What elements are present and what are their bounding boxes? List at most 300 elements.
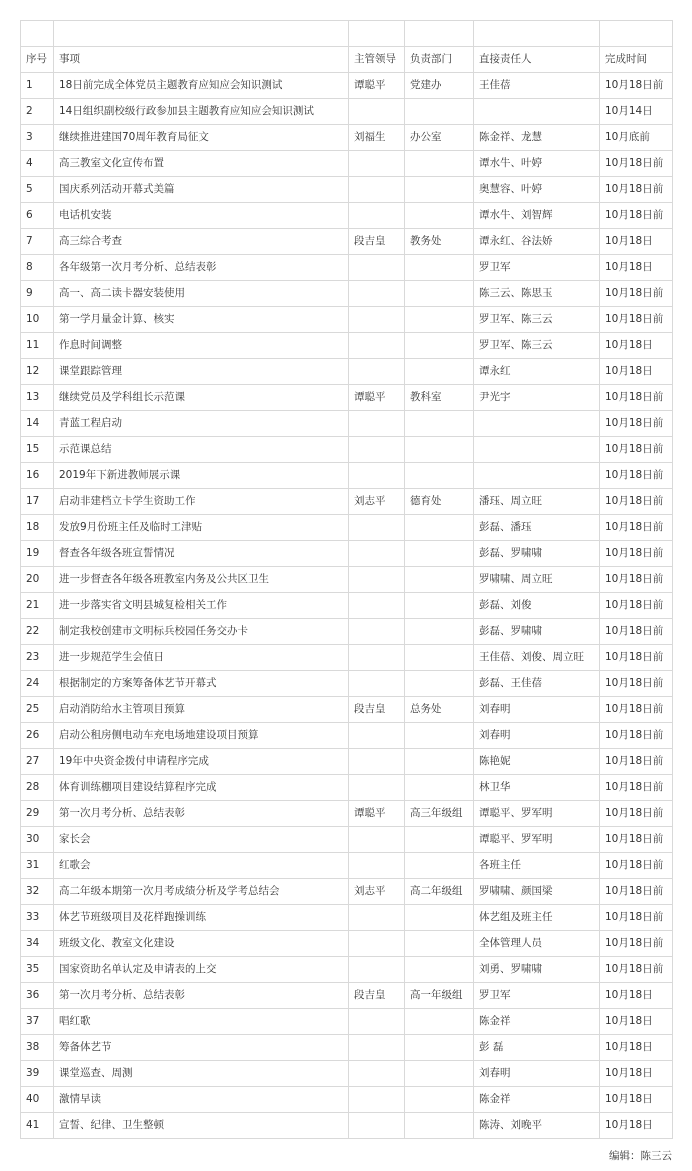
cell-item: 进一步落实省文明县城复检相关工作: [54, 593, 349, 619]
cell-leader: 刘志平: [349, 879, 405, 905]
cell-person: 王佳蓓、刘俊、周立旺: [474, 645, 600, 671]
cell-item: 家长会: [54, 827, 349, 853]
cell-time: 10月底前: [600, 125, 673, 151]
cell-person: 刘春明: [474, 697, 600, 723]
cell-no: 34: [21, 931, 54, 957]
cell-dept: [405, 255, 474, 281]
cell-person: 彭 磊: [474, 1035, 600, 1061]
blank-cell: [54, 21, 349, 47]
cell-dept: [405, 775, 474, 801]
header-no: 序号: [21, 47, 54, 73]
cell-dept: [405, 333, 474, 359]
cell-leader: 谭聪平: [349, 385, 405, 411]
cell-no: 16: [21, 463, 54, 489]
cell-no: 12: [21, 359, 54, 385]
cell-dept: 高二年级组: [405, 879, 474, 905]
cell-leader: [349, 359, 405, 385]
cell-leader: [349, 281, 405, 307]
cell-dept: 办公室: [405, 125, 474, 151]
cell-person: 刘勇、罗啸啸: [474, 957, 600, 983]
cell-person: 谭聪平、罗军明: [474, 827, 600, 853]
cell-item: 高三教室文化宣传布置: [54, 151, 349, 177]
cell-time: 10月18日前: [600, 463, 673, 489]
cell-dept: [405, 567, 474, 593]
table-row: [21, 1009, 673, 1035]
cell-leader: [349, 515, 405, 541]
cell-dept: [405, 1113, 474, 1139]
cell-leader: [349, 1087, 405, 1113]
table-row: [21, 255, 673, 281]
cell-item: 2019年下新进教师展示课: [54, 463, 349, 489]
cell-time: 10月14日: [600, 99, 673, 125]
cell-time: 10月18日前: [600, 593, 673, 619]
cell-item: 进一步规范学生会值日: [54, 645, 349, 671]
cell-no: 4: [21, 151, 54, 177]
cell-item: 19年中央资金拨付申请程序完成: [54, 749, 349, 775]
cell-dept: 高三年级组: [405, 801, 474, 827]
cell-item: 继续推进建国70周年教育局征文: [54, 125, 349, 151]
cell-leader: [349, 619, 405, 645]
cell-no: 3: [21, 125, 54, 151]
table-row: [21, 827, 673, 853]
cell-person: [474, 99, 600, 125]
table-row: [21, 905, 673, 931]
cell-item: 筹备体艺节: [54, 1035, 349, 1061]
cell-time: 10月18日前: [600, 827, 673, 853]
cell-no: 25: [21, 697, 54, 723]
cell-time: 10月18日前: [600, 879, 673, 905]
table-row: [21, 853, 673, 879]
cell-leader: [349, 645, 405, 671]
blank-cell: [21, 21, 54, 47]
cell-time: 10月18日前: [600, 801, 673, 827]
cell-person: 彭磊、王佳蓓: [474, 671, 600, 697]
cell-dept: [405, 411, 474, 437]
table-row: [21, 411, 673, 437]
cell-item: 14日组织副校级行政参加县主题教育应知应会知识测试: [54, 99, 349, 125]
cell-leader: [349, 1113, 405, 1139]
cell-time: 10月18日前: [600, 723, 673, 749]
cell-person: 陈金祥、龙慧: [474, 125, 600, 151]
cell-no: 36: [21, 983, 54, 1009]
cell-item: 督查各年级各班宣誓情况: [54, 541, 349, 567]
cell-time: 10月18日前: [600, 515, 673, 541]
cell-time: 10月18日: [600, 983, 673, 1009]
cell-person: 潘珏、周立旺: [474, 489, 600, 515]
cell-no: 31: [21, 853, 54, 879]
cell-person: 刘春明: [474, 723, 600, 749]
cell-dept: [405, 957, 474, 983]
blank-cell: [405, 21, 474, 47]
cell-person: 罗啸啸、周立旺: [474, 567, 600, 593]
header-leader: 主管领导: [349, 47, 405, 73]
table-row: [21, 463, 673, 489]
cell-leader: [349, 411, 405, 437]
cell-item: 发放9月份班主任及临时工津贴: [54, 515, 349, 541]
cell-time: 10月18日前: [600, 177, 673, 203]
cell-time: 10月18日前: [600, 411, 673, 437]
table-row: [21, 125, 673, 151]
blank-cell: [474, 21, 600, 47]
cell-no: 19: [21, 541, 54, 567]
table-body: [21, 21, 673, 1139]
header-dept: 负责部门: [405, 47, 474, 73]
cell-dept: [405, 1009, 474, 1035]
cell-leader: [349, 1035, 405, 1061]
table-row: [21, 489, 673, 515]
cell-time: 10月18日: [600, 255, 673, 281]
cell-person: 各班主任: [474, 853, 600, 879]
cell-no: 41: [21, 1113, 54, 1139]
cell-leader: [349, 853, 405, 879]
blank-cell: [600, 21, 673, 47]
cell-no: 17: [21, 489, 54, 515]
cell-dept: 总务处: [405, 697, 474, 723]
cell-item: 班级文化、教室文化建设: [54, 931, 349, 957]
cell-leader: [349, 905, 405, 931]
cell-leader: [349, 463, 405, 489]
cell-leader: [349, 957, 405, 983]
cell-item: 课堂跟踪管理: [54, 359, 349, 385]
cell-dept: [405, 307, 474, 333]
cell-leader: [349, 541, 405, 567]
cell-time: 10月18日: [600, 1087, 673, 1113]
cell-item: 启动非建档立卡学生资助工作: [54, 489, 349, 515]
cell-no: 15: [21, 437, 54, 463]
cell-person: 彭磊、罗啸啸: [474, 619, 600, 645]
table-row: [21, 1113, 673, 1139]
cell-dept: [405, 281, 474, 307]
cell-time: 10月18日前: [600, 775, 673, 801]
cell-leader: [349, 775, 405, 801]
cell-dept: [405, 619, 474, 645]
header-person: 直接责任人: [474, 47, 600, 73]
cell-person: 林卫华: [474, 775, 600, 801]
table-row: [21, 307, 673, 333]
cell-dept: 教务处: [405, 229, 474, 255]
cell-leader: [349, 1009, 405, 1035]
cell-leader: 谭聪平: [349, 801, 405, 827]
cell-dept: [405, 1087, 474, 1113]
cell-no: 27: [21, 749, 54, 775]
cell-time: 10月18日前: [600, 541, 673, 567]
cell-dept: 党建办: [405, 73, 474, 99]
cell-no: 6: [21, 203, 54, 229]
cell-leader: [349, 671, 405, 697]
cell-no: 30: [21, 827, 54, 853]
cell-dept: [405, 1035, 474, 1061]
table-row: [21, 541, 673, 567]
cell-item: 体育训练棚项目建设结算程序完成: [54, 775, 349, 801]
cell-dept: [405, 723, 474, 749]
cell-dept: [405, 749, 474, 775]
cell-time: 10月18日: [600, 229, 673, 255]
cell-dept: [405, 151, 474, 177]
table-row: [21, 801, 673, 827]
table-row: [21, 723, 673, 749]
cell-item: 继续党员及学科组长示范课: [54, 385, 349, 411]
cell-time: 10月18日前: [600, 645, 673, 671]
table-row: [21, 281, 673, 307]
cell-item: 国庆系列活动开幕式美篇: [54, 177, 349, 203]
cell-person: 尹光宇: [474, 385, 600, 411]
cell-item: 制定我校创建市文明标兵校园任务交办卡: [54, 619, 349, 645]
cell-item: 18日前完成全体党员主题教育应知应会知识测试: [54, 73, 349, 99]
cell-time: 10月18日: [600, 359, 673, 385]
cell-leader: 段吉皇: [349, 229, 405, 255]
cell-item: 课堂巡查、周测: [54, 1061, 349, 1087]
cell-leader: [349, 437, 405, 463]
cell-person: 王佳蓓: [474, 73, 600, 99]
cell-leader: 谭聪平: [349, 73, 405, 99]
cell-no: 9: [21, 281, 54, 307]
cell-time: 10月18日: [600, 333, 673, 359]
cell-leader: [349, 203, 405, 229]
cell-person: 陈金祥: [474, 1009, 600, 1035]
cell-time: 10月18日前: [600, 151, 673, 177]
cell-item: 各年级第一次月考分析、总结表彰: [54, 255, 349, 281]
cell-person: 谭水牛、叶婷: [474, 151, 600, 177]
table-row: [21, 333, 673, 359]
cell-no: 11: [21, 333, 54, 359]
table-row: [21, 73, 673, 99]
cell-time: 10月18日前: [600, 203, 673, 229]
cell-no: 18: [21, 515, 54, 541]
table-row: [21, 931, 673, 957]
cell-person: 陈三云、陈思玉: [474, 281, 600, 307]
cell-person: [474, 463, 600, 489]
blank-cell: [349, 21, 405, 47]
cell-person: 陈金祥: [474, 1087, 600, 1113]
table-row: [21, 515, 673, 541]
cell-time: 10月18日前: [600, 931, 673, 957]
table-row: [21, 645, 673, 671]
table-row: [21, 749, 673, 775]
cell-person: 体艺组及班主任: [474, 905, 600, 931]
cell-dept: [405, 827, 474, 853]
cell-time: 10月18日前: [600, 619, 673, 645]
cell-time: 10月18日前: [600, 749, 673, 775]
table-row: [21, 99, 673, 125]
cell-leader: 段吉皇: [349, 697, 405, 723]
cell-person: 陈艳妮: [474, 749, 600, 775]
cell-leader: [349, 593, 405, 619]
cell-item: 第一次月考分析、总结表彰: [54, 801, 349, 827]
cell-person: 刘春明: [474, 1061, 600, 1087]
cell-time: 10月18日: [600, 1113, 673, 1139]
cell-leader: [349, 723, 405, 749]
cell-no: 29: [21, 801, 54, 827]
cell-item: 第一次月考分析、总结表彰: [54, 983, 349, 1009]
table-row: [21, 229, 673, 255]
cell-leader: 刘福生: [349, 125, 405, 151]
cell-item: 体艺节班级项目及花样跑操训练: [54, 905, 349, 931]
cell-person: 谭聪平、罗军明: [474, 801, 600, 827]
cell-time: 10月18日前: [600, 567, 673, 593]
cell-item: 青蓝工程启动: [54, 411, 349, 437]
cell-item: 国家资助名单认定及申请表的上交: [54, 957, 349, 983]
table-row: [21, 879, 673, 905]
cell-item: 作息时间调整: [54, 333, 349, 359]
cell-no: 7: [21, 229, 54, 255]
cell-leader: 段吉皇: [349, 983, 405, 1009]
cell-no: 23: [21, 645, 54, 671]
cell-no: 35: [21, 957, 54, 983]
cell-item: 示范课总结: [54, 437, 349, 463]
table-header-row: [21, 47, 673, 73]
table-row: [21, 437, 673, 463]
cell-dept: [405, 671, 474, 697]
cell-no: 13: [21, 385, 54, 411]
cell-leader: [349, 151, 405, 177]
cell-person: 谭永红: [474, 359, 600, 385]
cell-no: 32: [21, 879, 54, 905]
cell-dept: [405, 905, 474, 931]
table-row: [21, 385, 673, 411]
cell-person: 罗卫军: [474, 983, 600, 1009]
table-row: [21, 359, 673, 385]
cell-item: 唱红歌: [54, 1009, 349, 1035]
editor-credit: 编辑：陈三云: [609, 1150, 672, 1162]
header-time: 完成时间: [600, 47, 673, 73]
cell-item: 宣誓、纪律、卫生整顿: [54, 1113, 349, 1139]
table-row: [21, 957, 673, 983]
table-row: [21, 203, 673, 229]
cell-dept: [405, 853, 474, 879]
table-row: [21, 619, 673, 645]
cell-no: 24: [21, 671, 54, 697]
cell-person: 全体管理人员: [474, 931, 600, 957]
table-row: [21, 593, 673, 619]
table-row: [21, 775, 673, 801]
cell-time: 10月18日前: [600, 697, 673, 723]
cell-time: 10月18日前: [600, 437, 673, 463]
cell-leader: [349, 99, 405, 125]
cell-time: 10月18日前: [600, 385, 673, 411]
cell-dept: [405, 359, 474, 385]
cell-no: 5: [21, 177, 54, 203]
cell-time: 10月18日: [600, 1035, 673, 1061]
table-row: [21, 1061, 673, 1087]
cell-no: 38: [21, 1035, 54, 1061]
header-item: 事项: [54, 47, 349, 73]
cell-dept: [405, 541, 474, 567]
cell-dept: [405, 645, 474, 671]
cell-no: 33: [21, 905, 54, 931]
cell-person: 彭磊、刘俊: [474, 593, 600, 619]
cell-time: 10月18日前: [600, 671, 673, 697]
cell-person: 彭磊、罗啸啸: [474, 541, 600, 567]
cell-person: 奥慧容、叶婷: [474, 177, 600, 203]
cell-person: [474, 437, 600, 463]
cell-dept: 教科室: [405, 385, 474, 411]
cell-time: 10月18日前: [600, 281, 673, 307]
cell-item: 电话机安装: [54, 203, 349, 229]
cell-time: 10月18日前: [600, 957, 673, 983]
cell-time: 10月18日: [600, 1009, 673, 1035]
cell-no: 2: [21, 99, 54, 125]
cell-no: 14: [21, 411, 54, 437]
table-row: [21, 567, 673, 593]
cell-no: 28: [21, 775, 54, 801]
cell-leader: 刘志平: [349, 489, 405, 515]
cell-time: 10月18日前: [600, 73, 673, 99]
cell-dept: [405, 931, 474, 957]
table-row: [21, 983, 673, 1009]
cell-person: [474, 411, 600, 437]
cell-item: 根据制定的方案筹备体艺节开幕式: [54, 671, 349, 697]
cell-time: 10月18日前: [600, 307, 673, 333]
cell-dept: 德育处: [405, 489, 474, 515]
cell-leader: [349, 255, 405, 281]
cell-person: 彭磊、潘珏: [474, 515, 600, 541]
cell-person: 陈涛、刘晚平: [474, 1113, 600, 1139]
cell-leader: [349, 749, 405, 775]
cell-item: 启动消防给水主管项目预算: [54, 697, 349, 723]
cell-time: 10月18日前: [600, 853, 673, 879]
table-row: [21, 697, 673, 723]
cell-no: 8: [21, 255, 54, 281]
cell-person: 罗卫军: [474, 255, 600, 281]
table-row: [21, 1035, 673, 1061]
work-schedule-table: [20, 20, 673, 1139]
table-row: [21, 177, 673, 203]
cell-dept: [405, 463, 474, 489]
cell-leader: [349, 177, 405, 203]
cell-no: 10: [21, 307, 54, 333]
cell-no: 39: [21, 1061, 54, 1087]
cell-person: 谭水牛、刘智辉: [474, 203, 600, 229]
cell-no: 21: [21, 593, 54, 619]
cell-item: 高一、高二读卡器安装使用: [54, 281, 349, 307]
cell-no: 26: [21, 723, 54, 749]
cell-dept: [405, 1061, 474, 1087]
cell-dept: [405, 99, 474, 125]
cell-no: 22: [21, 619, 54, 645]
blank-top-row: [21, 21, 673, 47]
cell-leader: [349, 827, 405, 853]
cell-item: 红歌会: [54, 853, 349, 879]
table-row: [21, 671, 673, 697]
table-row: [21, 1087, 673, 1113]
cell-time: 10月18日前: [600, 905, 673, 931]
cell-no: 40: [21, 1087, 54, 1113]
cell-time: 10月18日前: [600, 489, 673, 515]
cell-leader: [349, 931, 405, 957]
cell-item: 启动公租房侧电动车充电场地建设项目预算: [54, 723, 349, 749]
cell-item: 高三综合考查: [54, 229, 349, 255]
cell-item: 高二年级本期第一次月考成绩分析及学考总结会: [54, 879, 349, 905]
cell-item: 第一学月量金计算、核实: [54, 307, 349, 333]
table-row: [21, 151, 673, 177]
cell-leader: [349, 333, 405, 359]
cell-leader: [349, 1061, 405, 1087]
cell-no: 20: [21, 567, 54, 593]
cell-dept: [405, 437, 474, 463]
cell-person: 谭永红、谷法娇: [474, 229, 600, 255]
cell-time: 10月18日: [600, 1061, 673, 1087]
cell-person: 罗卫军、陈三云: [474, 333, 600, 359]
cell-no: 37: [21, 1009, 54, 1035]
cell-dept: [405, 593, 474, 619]
cell-person: 罗卫军、陈三云: [474, 307, 600, 333]
cell-dept: [405, 203, 474, 229]
cell-leader: [349, 567, 405, 593]
cell-leader: [349, 307, 405, 333]
cell-dept: [405, 515, 474, 541]
cell-dept: 高一年级组: [405, 983, 474, 1009]
cell-item: 激情早读: [54, 1087, 349, 1113]
